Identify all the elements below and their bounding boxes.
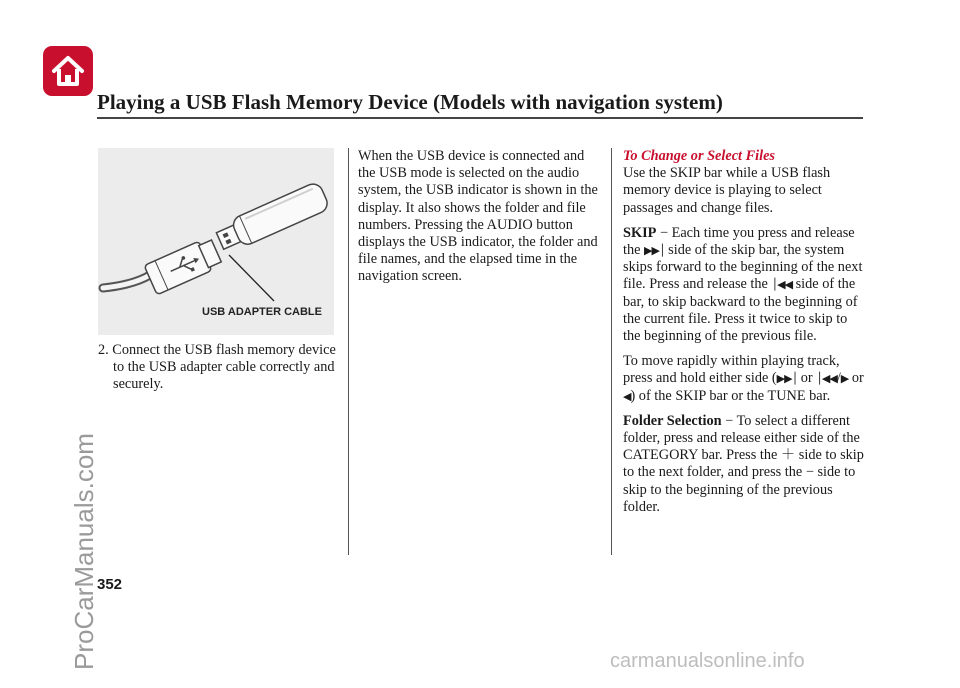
folder-text: To select a different folder, press and release either side of the CATEGORY bar. Press the ＋ side to skip to the next folder, and press the − side to skip to the beginning of the previous folder. [623, 412, 864, 515]
footer-watermark: carmanualsonline.info [610, 650, 805, 672]
skip-text-1: Each time you press and release the [623, 224, 855, 259]
skip-forward-icon: ▶▶│ [776, 372, 798, 386]
rapid-paragraph [623, 353, 868, 405]
skip-forward-icon: ▶▶│ [644, 244, 665, 258]
tune-down-icon: ◀ [623, 389, 631, 403]
folder-paragraph [623, 413, 868, 516]
step-2-text: 2. Connect the USB flash memory device to the USB adapter cable correctly and securely. [98, 342, 336, 393]
skip-back-icon: │◀◀ [771, 278, 793, 292]
usb-figure [98, 148, 334, 335]
column-2 [358, 148, 603, 294]
rapid-text-4: ) of the SKIP bar or the TUNE bar. [630, 387, 831, 404]
column-1 [98, 342, 338, 402]
figure-label: USB ADAPTER CABLE [202, 306, 322, 318]
tune-up-icon: ▶ [840, 372, 849, 386]
page-title: Playing a USB Flash Memory Device (Models with navigation system) [97, 90, 723, 114]
skip-paragraph [623, 225, 868, 345]
rapid-text-1: To move rapidly within playing track, press and hold either side ( [623, 353, 840, 387]
header-divider [97, 117, 863, 119]
slash-text: / [836, 370, 841, 387]
watermark-text: ProCarManuals.com [69, 433, 99, 670]
folder-dash: − [721, 412, 737, 429]
skip-label: SKIP [623, 224, 657, 241]
change-files-subheading: To Change or Select Files [623, 148, 775, 164]
usb-indicator-paragraph: When the USB device is connected and the USB mode is selected on the audio system, the USB indicator is shown in the display. It also shows the folder and file numbers. Pressing the AUDIO button displays the USB indicator, the folder and file names, and the elapsed time in the navigation screen. [358, 148, 598, 285]
column-divider-2 [611, 148, 612, 555]
column-3 [623, 148, 868, 524]
change-files-intro: Use the SKIP bar while a USB flash memory device is playing to select passages and change files. [623, 165, 831, 216]
page-number: 352 [97, 576, 123, 593]
home-icon [43, 46, 93, 96]
change-files-paragraph [623, 148, 868, 217]
home-button[interactable] [43, 46, 93, 96]
skip-text-2: side of the skip bar, the system skips forward to the beginning of the next file. Press and release the [623, 242, 863, 293]
rapid-text-2: or [797, 370, 817, 387]
column-divider-1 [348, 148, 349, 555]
side-watermark [63, 140, 103, 680]
skip-dash: − [656, 224, 672, 241]
skip-text-3: side of the bar, to skip backward to the beginning of the current file. Press it twice to skip to the beginning of the previous file. [623, 276, 858, 345]
rapid-text-3: or [848, 370, 864, 387]
folder-label: Folder Selection [623, 412, 722, 429]
skip-back-icon: │◀◀ [816, 372, 837, 386]
